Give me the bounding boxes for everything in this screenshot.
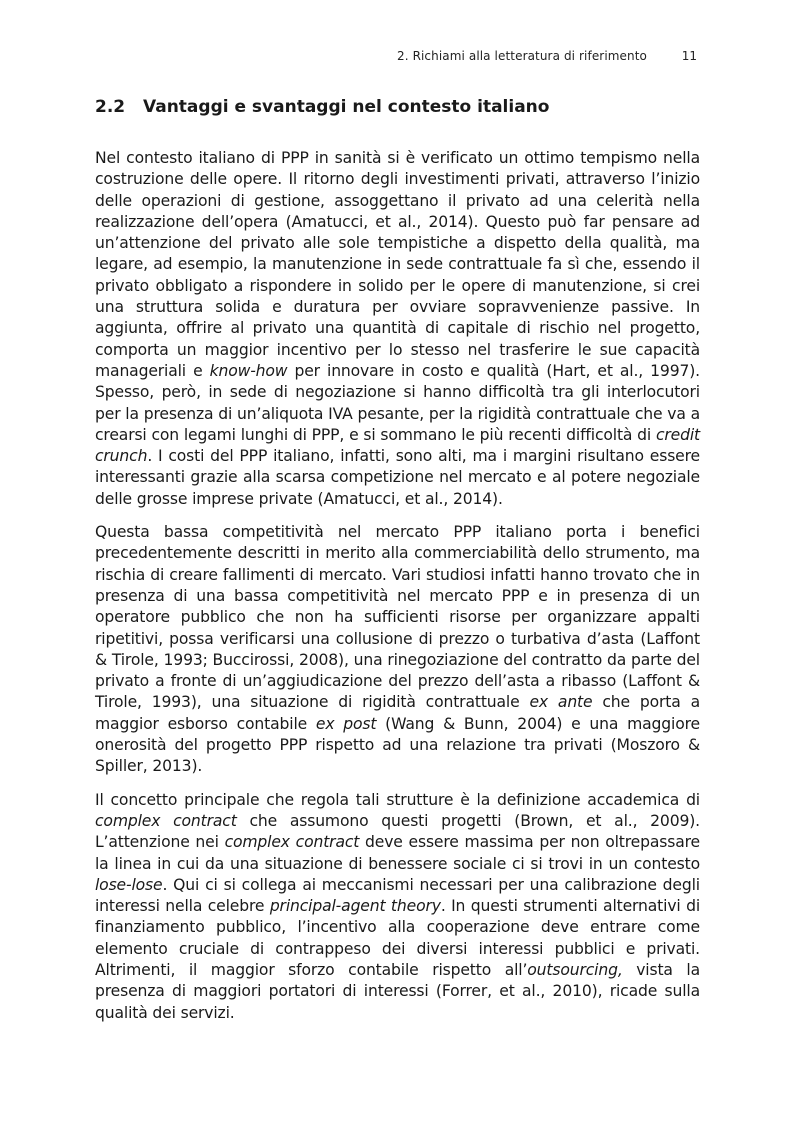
text-run: per innovare in costo e qualità (Hart, et al., 1997). Spesso, però, in sede di negoziazione si hanno difficoltà tra gli interlocutori per la presenza di un’aliquota IVA pesante, per la rigidità contrattuale che va a crearsi con legami lunghi di PPP, e si sommano le più recenti difficoltà di (95, 361, 700, 444)
running-header (95, 46, 700, 66)
text-run: Questa bassa competitività nel mercato PPP italiano porta i benefici precedentemente descritti in merito alla commerciabilità dello strumento, ma rischia di creare fallimenti di mercato. Vari studiosi infatti hanno trovato che in presenza di una bassa competitività nel mercato PPP e in presenza di un operatore pubblico che non ha sufficienti risorse per organizzare appalti ripetitivi, possa verificarsi una collusione di prezzo o turbativa d’asta (Laffont & Tirole, 1993; Buccirossi, 2008), una rinegoziazione del contratto da parte del privato a fronte di un’aggiudicazione del prezzo dell’asta a ribasso (Laffont & Tirole, 1993), una situazione di rigidità contrattuale (95, 523, 700, 712)
italic-term: complex contract (95, 811, 237, 830)
section-heading (95, 95, 700, 119)
section-number: 2.2 (95, 97, 126, 117)
text-run: deve essere massima per non oltrepassare la linea in cui da una situazione di benessere sociale ci si trovi in un contesto (95, 833, 700, 873)
paragraph (95, 790, 700, 1024)
section-title: Vantaggi e svantaggi nel contesto italiano (143, 97, 550, 117)
text-run: . In questi strumenti alternativi di finanziamento pubblico, l’incentivo alla cooperazione deve entrare come elemento cruciale di contrappeso dei diversi interessi pubblici e privati. Altrimenti, il maggior sforzo contabile rispetto all’ (95, 897, 700, 979)
body-text (95, 148, 700, 1024)
text-run: che assumono questi progetti (Brown, et al., 2009). L’attenzione nei (95, 811, 700, 852)
text-run: . I costi del PPP italiano, infatti, sono alti, ma i margini risultano essere interessanti grazie alla scarsa competizione nel mercato e al potere negoziale delle grosse imprese private (Amatucci, et al., 2014). (95, 447, 700, 508)
paragraph (95, 148, 700, 510)
italic-term: principal-agent theory (269, 897, 441, 916)
text-run: vista la presenza di maggiori portatori di interessi (Forrer, et al., 2010), ricade sulla qualità dei servizi. (95, 960, 700, 1022)
text-run: Il concetto principale che regola tali strutture è la definizione accademica di (95, 790, 700, 809)
page-number: 11 (681, 49, 697, 63)
italic-term: ex ante (529, 693, 593, 712)
italic-term: outsourcing, (527, 960, 623, 979)
italic-term: complex contract (224, 833, 360, 852)
text-run: . Qui ci si collega ai meccanismi necessari per una calibrazione degli interessi nella celebre (95, 875, 700, 916)
text-run: Nel contesto italiano di PPP in sanità si è verificato un ottimo tempismo nella costruzione delle opere. Il ritorno degli investimenti privati, attraverso l’inizio delle operazioni di gestione, assoggettano il privato ad una celerità nella realizzazione dell’opera (Amatucci, et al., 2014). Questo può far pensare ad un’attenzione del privato alle sole tempistiche a dispetto della qualità, ma legare, ad esempio, la manutenzione in sede contrattuale fa sì che, essendo il privato obbligato a rispondere in solido per le opere di manutenzione, si crei una struttura solida e duratura per ovviare sopravvenienze passive. In aggiunta, offrire al privato una quantità di capitale di rischio nel progetto, comporta un maggior incentivo per lo stesso nel trasferire le sue capacità manageriali e (95, 149, 700, 380)
italic-term: ex post (315, 714, 377, 733)
paragraph (95, 522, 700, 778)
chapter-title: 2. Richiami alla letteratura di riferimento (397, 49, 647, 63)
text-run: (Wang & Bunn, 2004) e una maggiore onerosità del progetto PPP rispetto ad una relazione tra privati (Moszoro & Spiller, 2013). (95, 714, 700, 776)
italic-term: credit crunch (95, 425, 700, 466)
text-run: che porta a maggior esborso contabile (95, 693, 700, 733)
italic-term: know-how (209, 361, 288, 380)
italic-term: lose-lose (95, 875, 163, 894)
